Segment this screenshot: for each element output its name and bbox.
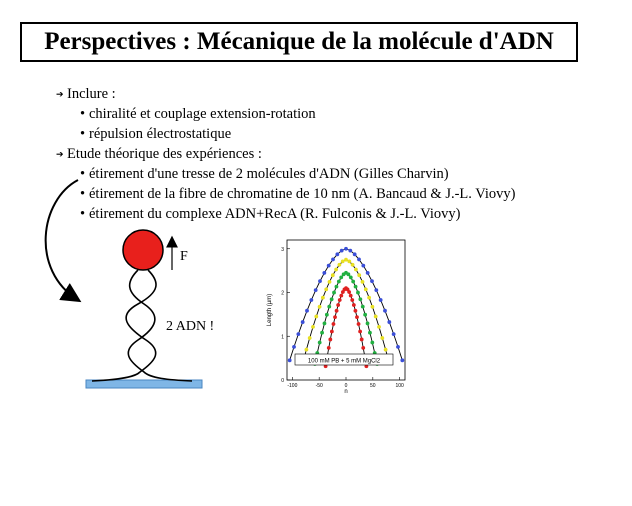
slide-title: Perspectives : Mécanique de la molécule d'ADN	[20, 22, 578, 62]
data-point-blue	[323, 272, 326, 275]
data-point-yellow	[355, 268, 358, 271]
y-tick-label: 1	[281, 334, 284, 341]
data-point-green	[359, 298, 362, 301]
data-point-blue	[388, 321, 391, 324]
data-point-green	[364, 313, 367, 316]
length-plot	[265, 236, 415, 396]
data-point-yellow	[361, 280, 364, 283]
data-point-blue	[345, 247, 348, 250]
data-point-yellow	[374, 315, 377, 318]
y-tick-label: 3	[281, 246, 284, 253]
bullet-text: répulsion électrostatique	[89, 126, 232, 142]
data-point-yellow	[318, 305, 321, 308]
arrow-bullet-icon: ➔	[56, 149, 64, 159]
data-point-red	[348, 291, 351, 294]
data-point-yellow	[338, 263, 341, 266]
x-axis-label: n	[344, 389, 348, 395]
data-point-green	[349, 276, 352, 279]
data-point-green	[371, 341, 374, 344]
data-point-blue	[288, 359, 291, 362]
dot-bullet-icon: •	[80, 166, 86, 182]
data-point-blue	[379, 299, 382, 302]
data-point-red	[337, 304, 340, 307]
arrow-bullet-icon: ➔	[56, 89, 64, 99]
data-point-green	[352, 280, 355, 283]
data-point-yellow	[305, 348, 308, 351]
data-point-yellow	[378, 325, 381, 328]
plot-annotation: 100 mM PB + 5 mM MgCl2	[307, 358, 381, 365]
data-point-yellow	[321, 296, 324, 299]
bullet-text: étirement d'une tresse de 2 molécules d'ADN (Gilles Charvin)	[89, 166, 449, 182]
data-point-red	[327, 347, 330, 350]
data-point-red	[356, 316, 359, 319]
data-point-green	[347, 273, 350, 276]
dna-label: 2 ADN !	[166, 319, 215, 334]
data-point-blue	[397, 346, 400, 349]
data-point-yellow	[368, 296, 371, 299]
data-point-yellow	[348, 260, 351, 263]
dot-bullet-icon: •	[80, 206, 86, 222]
bullet-text: étirement du complexe ADN+RecA (R. Fulconis & J.-L. Viovy)	[89, 206, 461, 222]
data-point-green	[366, 322, 369, 325]
heading-text: Inclure :	[67, 86, 116, 102]
data-point-green	[318, 341, 321, 344]
data-point-yellow	[371, 305, 374, 308]
x-tick-label: 50	[370, 383, 376, 389]
force-label: F	[180, 249, 188, 264]
x-tick-label: 0	[344, 383, 348, 389]
data-point-blue	[371, 280, 374, 283]
data-point-green	[337, 280, 340, 283]
data-point-red	[352, 304, 355, 307]
data-point-blue	[362, 264, 365, 267]
x-tick-label: 100	[395, 383, 404, 389]
data-point-blue	[349, 249, 352, 252]
data-point-green	[361, 305, 364, 308]
data-point-blue	[319, 280, 322, 283]
data-point-yellow	[312, 325, 315, 328]
data-point-yellow	[345, 258, 348, 261]
data-point-green	[325, 313, 328, 316]
data-point-red	[349, 294, 352, 297]
data-point-red	[362, 347, 365, 350]
data-point-red	[338, 299, 341, 302]
data-point-green	[369, 331, 372, 334]
data-point-yellow	[364, 288, 367, 291]
data-point-green	[335, 285, 338, 288]
data-point-blue	[353, 253, 356, 256]
data-point-red	[334, 316, 337, 319]
data-point-green	[333, 291, 336, 294]
data-point-blue	[401, 359, 404, 362]
y-axis-label: Length (µm)	[267, 293, 273, 327]
data-point-yellow	[384, 348, 387, 351]
data-point-green	[354, 285, 357, 288]
data-point-blue	[327, 264, 330, 267]
y-tick-label: 2	[281, 290, 284, 297]
heading-text: Etude théorique des expériences :	[67, 146, 262, 162]
data-point-yellow	[351, 263, 354, 266]
data-point-red	[360, 338, 363, 341]
data-point-blue	[332, 258, 335, 261]
data-point-red	[332, 323, 335, 326]
curved-arrow	[46, 180, 78, 300]
data-point-green	[328, 305, 331, 308]
data-point-blue	[314, 289, 317, 292]
data-point-yellow	[328, 280, 331, 283]
data-point-red	[335, 309, 338, 312]
data-point-yellow	[325, 288, 328, 291]
data-point-green	[340, 276, 343, 279]
data-point-yellow	[315, 315, 318, 318]
x-tick-label: -50	[315, 383, 323, 389]
data-point-yellow	[341, 260, 344, 263]
data-point-red	[351, 299, 354, 302]
data-point-blue	[301, 321, 304, 324]
data-point-red	[330, 330, 333, 333]
data-point-blue	[293, 346, 296, 349]
data-point-red	[340, 294, 343, 297]
data-point-yellow	[381, 337, 384, 340]
data-point-green	[357, 291, 360, 294]
data-point-blue	[306, 309, 309, 312]
data-point-green	[323, 322, 326, 325]
magnetic-bead	[123, 230, 163, 270]
data-point-yellow	[335, 268, 338, 271]
bullet-text: étirement de la fibre de chromatine de 10 nm (A. Bancaud & J.-L. Viovy)	[89, 186, 516, 202]
data-point-green	[330, 298, 333, 301]
dot-bullet-icon: •	[80, 186, 86, 202]
data-point-red	[357, 323, 360, 326]
dot-bullet-icon: •	[80, 106, 86, 122]
data-point-yellow	[308, 337, 311, 340]
data-point-blue	[310, 299, 313, 302]
data-point-blue	[358, 258, 361, 261]
x-tick-label: -100	[287, 383, 298, 389]
data-point-blue	[336, 253, 339, 256]
data-point-red	[354, 309, 357, 312]
data-point-red	[329, 338, 332, 341]
data-point-blue	[375, 289, 378, 292]
dna-strand-2	[92, 270, 156, 381]
data-point-blue	[384, 309, 387, 312]
bullet-text: chiralité et couplage extension-rotation	[89, 106, 316, 122]
data-point-blue	[392, 333, 395, 336]
data-point-yellow	[358, 274, 361, 277]
data-point-yellow	[331, 274, 334, 277]
data-point-red	[359, 330, 362, 333]
data-point-blue	[340, 249, 343, 252]
data-point-green	[321, 331, 324, 334]
dot-bullet-icon: •	[80, 126, 86, 142]
data-point-blue	[297, 333, 300, 336]
data-point-blue	[366, 272, 369, 275]
y-tick-label: 0	[281, 378, 284, 384]
